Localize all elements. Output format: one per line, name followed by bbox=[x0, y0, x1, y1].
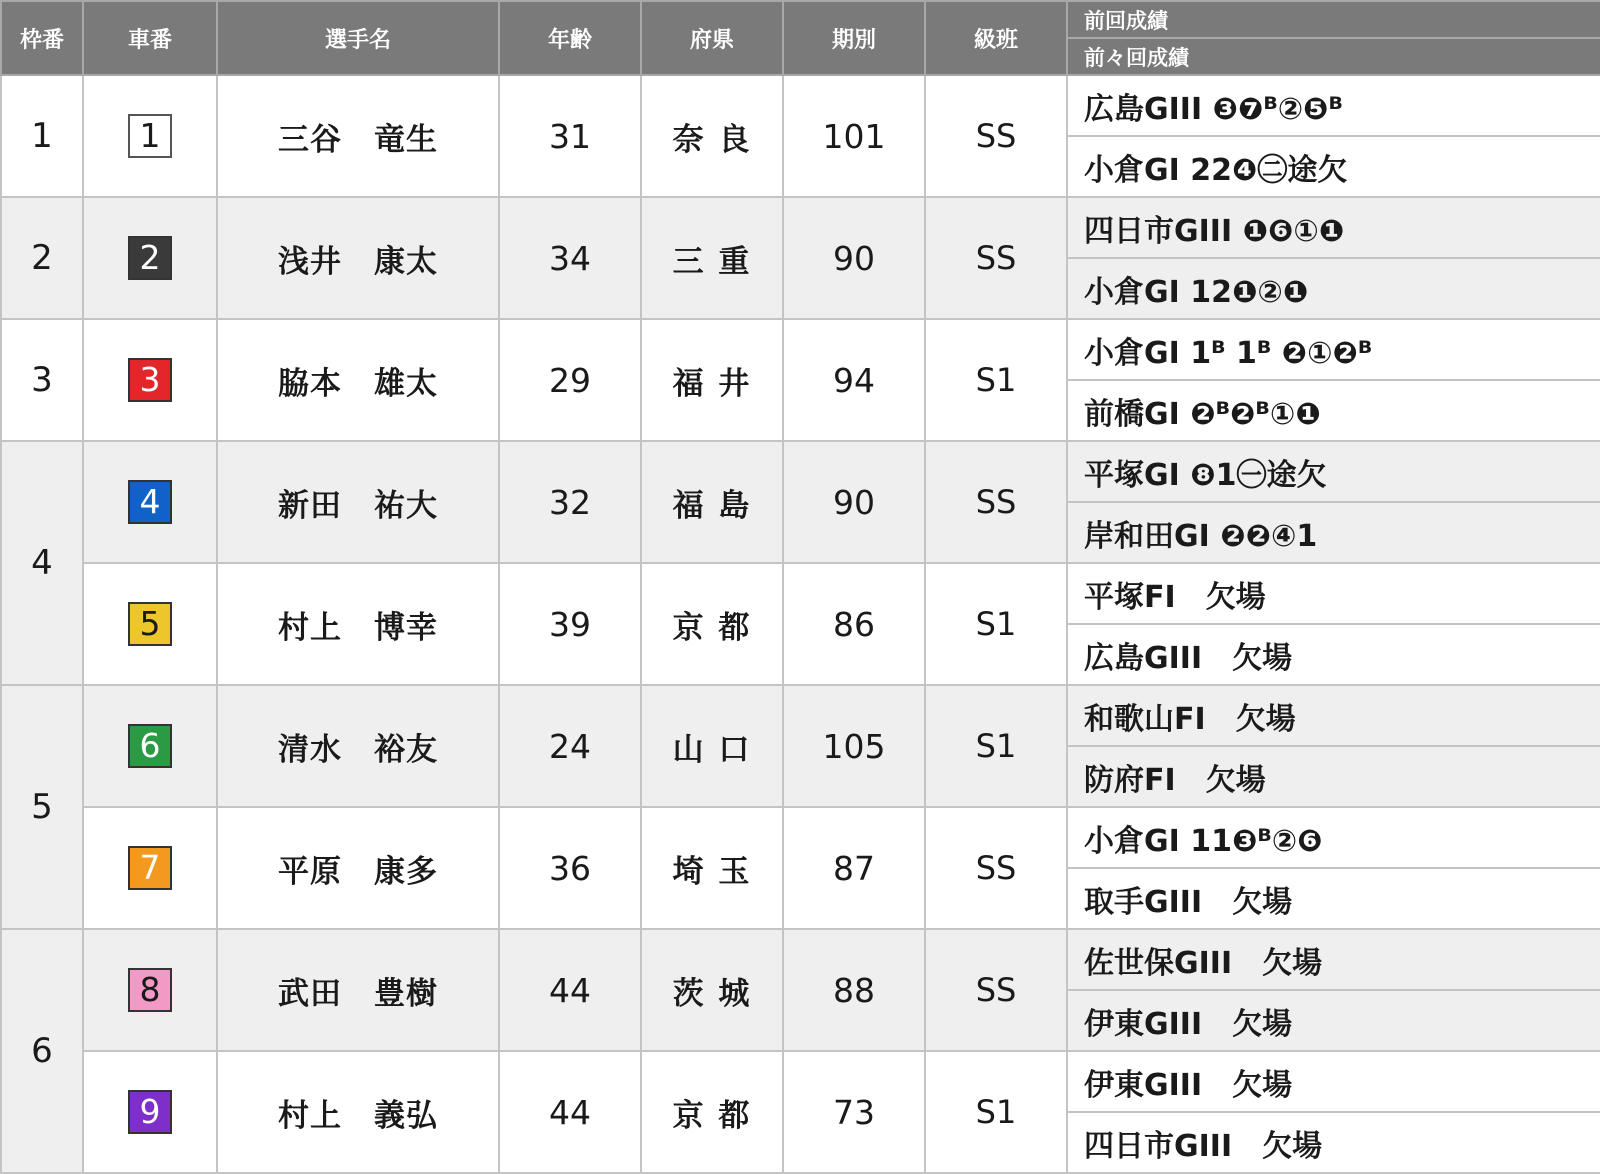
frame-number: 2 bbox=[1, 197, 83, 319]
previous-result: 平塚GI ❽1㊀途欠 bbox=[1067, 441, 1600, 502]
previous-result: 広島GIII ❸❼ᴮ②❺ᴮ bbox=[1067, 75, 1600, 136]
rider-name: 村上 博幸 bbox=[217, 563, 499, 685]
rider-period: 101 bbox=[783, 75, 925, 197]
rider-prefecture: 京 都 bbox=[641, 1051, 783, 1173]
previous-result: 四日市GIII ❶❻①❶ bbox=[1067, 197, 1600, 258]
previous2-result: 岸和田GI ❷❷④1 bbox=[1067, 502, 1600, 563]
car-cell bbox=[83, 197, 217, 319]
rider-class: SS bbox=[925, 197, 1067, 319]
rider-class: S1 bbox=[925, 563, 1067, 685]
rider-prefecture: 茨 城 bbox=[641, 929, 783, 1051]
rider-age: 44 bbox=[499, 929, 641, 1051]
header-frame: 枠番 bbox=[1, 1, 83, 75]
rider-class: SS bbox=[925, 75, 1067, 197]
rider-prefecture: 奈 良 bbox=[641, 75, 783, 197]
car-number-badge: 2 bbox=[128, 236, 172, 280]
rider-period: 90 bbox=[783, 197, 925, 319]
rider-period: 88 bbox=[783, 929, 925, 1051]
car-number-badge: 9 bbox=[128, 1090, 172, 1134]
previous2-result: 取手GIII 欠場 bbox=[1067, 868, 1600, 929]
rider-name: 清水 裕友 bbox=[217, 685, 499, 807]
car-number-badge: 8 bbox=[128, 968, 172, 1012]
rider-age: 24 bbox=[499, 685, 641, 807]
car-cell bbox=[83, 929, 217, 1051]
rider-age: 29 bbox=[499, 319, 641, 441]
rider-name: 三谷 竜生 bbox=[217, 75, 499, 197]
rider-class: SS bbox=[925, 929, 1067, 1051]
frame-number: 5 bbox=[1, 685, 83, 929]
table-row bbox=[1, 75, 1600, 136]
car-cell bbox=[83, 1051, 217, 1173]
rider-prefecture: 京 都 bbox=[641, 563, 783, 685]
rider-period: 87 bbox=[783, 807, 925, 929]
rider-age: 31 bbox=[499, 75, 641, 197]
rider-class: SS bbox=[925, 441, 1067, 563]
table-row bbox=[1, 563, 1600, 624]
previous2-result: 前橋GI ❷ᴮ❷ᴮ①❶ bbox=[1067, 380, 1600, 441]
rider-prefecture: 福 井 bbox=[641, 319, 783, 441]
previous-result: 和歌山FI 欠場 bbox=[1067, 685, 1600, 746]
rider-class: S1 bbox=[925, 1051, 1067, 1173]
car-cell bbox=[83, 75, 217, 197]
rider-age: 44 bbox=[499, 1051, 641, 1173]
frame-number: 6 bbox=[1, 929, 83, 1173]
previous2-result: 伊東GIII 欠場 bbox=[1067, 990, 1600, 1051]
car-number-badge: 6 bbox=[128, 724, 172, 768]
rider-age: 39 bbox=[499, 563, 641, 685]
rider-prefecture: 埼 玉 bbox=[641, 807, 783, 929]
previous2-result: 広島GIII 欠場 bbox=[1067, 624, 1600, 685]
previous-result: 平塚FI 欠場 bbox=[1067, 563, 1600, 624]
previous-result: 小倉GI 1ᴮ 1ᴮ ❷①❷ᴮ bbox=[1067, 319, 1600, 380]
rider-period: 86 bbox=[783, 563, 925, 685]
header-period: 期別 bbox=[783, 1, 925, 75]
table-row bbox=[1, 929, 1600, 990]
header-pref: 府県 bbox=[641, 1, 783, 75]
table-row bbox=[1, 197, 1600, 258]
rider-age: 32 bbox=[499, 441, 641, 563]
rider-age: 36 bbox=[499, 807, 641, 929]
rider-period: 90 bbox=[783, 441, 925, 563]
frame-number: 3 bbox=[1, 319, 83, 441]
header-prev2: 前々回成績 bbox=[1067, 38, 1600, 75]
frame-number: 1 bbox=[1, 75, 83, 197]
rider-period: 73 bbox=[783, 1051, 925, 1173]
rider-period: 105 bbox=[783, 685, 925, 807]
car-cell bbox=[83, 319, 217, 441]
rider-name: 平原 康多 bbox=[217, 807, 499, 929]
rider-name: 浅井 康太 bbox=[217, 197, 499, 319]
rider-class: S1 bbox=[925, 685, 1067, 807]
previous2-result: 小倉GI 22❹㊁途欠 bbox=[1067, 136, 1600, 197]
car-number-badge: 5 bbox=[128, 602, 172, 646]
rider-name: 村上 義弘 bbox=[217, 1051, 499, 1173]
table-row bbox=[1, 685, 1600, 746]
previous2-result: 防府FI 欠場 bbox=[1067, 746, 1600, 807]
header-age: 年齢 bbox=[499, 1, 641, 75]
previous2-result: 四日市GIII 欠場 bbox=[1067, 1112, 1600, 1173]
table-row bbox=[1, 807, 1600, 868]
frame-number: 4 bbox=[1, 441, 83, 685]
car-number-badge: 7 bbox=[128, 846, 172, 890]
previous-result: 小倉GI 11❸ᴮ②❻ bbox=[1067, 807, 1600, 868]
car-cell bbox=[83, 807, 217, 929]
previous-result: 佐世保GIII 欠場 bbox=[1067, 929, 1600, 990]
rider-prefecture: 山 口 bbox=[641, 685, 783, 807]
rider-prefecture: 三 重 bbox=[641, 197, 783, 319]
rider-prefecture: 福 島 bbox=[641, 441, 783, 563]
header-class: 級班 bbox=[925, 1, 1067, 75]
table-row bbox=[1, 441, 1600, 502]
previous-result: 伊東GIII 欠場 bbox=[1067, 1051, 1600, 1112]
car-number-badge: 4 bbox=[128, 480, 172, 524]
rider-class: S1 bbox=[925, 319, 1067, 441]
rider-name: 新田 祐大 bbox=[217, 441, 499, 563]
rider-name: 武田 豊樹 bbox=[217, 929, 499, 1051]
car-number-badge: 3 bbox=[128, 358, 172, 402]
rider-age: 34 bbox=[499, 197, 641, 319]
table-row bbox=[1, 1051, 1600, 1112]
rider-period: 94 bbox=[783, 319, 925, 441]
header-row bbox=[1, 1, 1600, 38]
car-cell bbox=[83, 441, 217, 563]
header-car: 車番 bbox=[83, 1, 217, 75]
table-row bbox=[1, 319, 1600, 380]
previous2-result: 小倉GI 12❶②❶ bbox=[1067, 258, 1600, 319]
car-number-badge: 1 bbox=[128, 114, 172, 158]
car-cell bbox=[83, 685, 217, 807]
rider-name: 脇本 雄太 bbox=[217, 319, 499, 441]
header-prev: 前回成績 bbox=[1067, 1, 1600, 38]
car-cell bbox=[83, 563, 217, 685]
rider-class: SS bbox=[925, 807, 1067, 929]
header-name: 選手名 bbox=[217, 1, 499, 75]
